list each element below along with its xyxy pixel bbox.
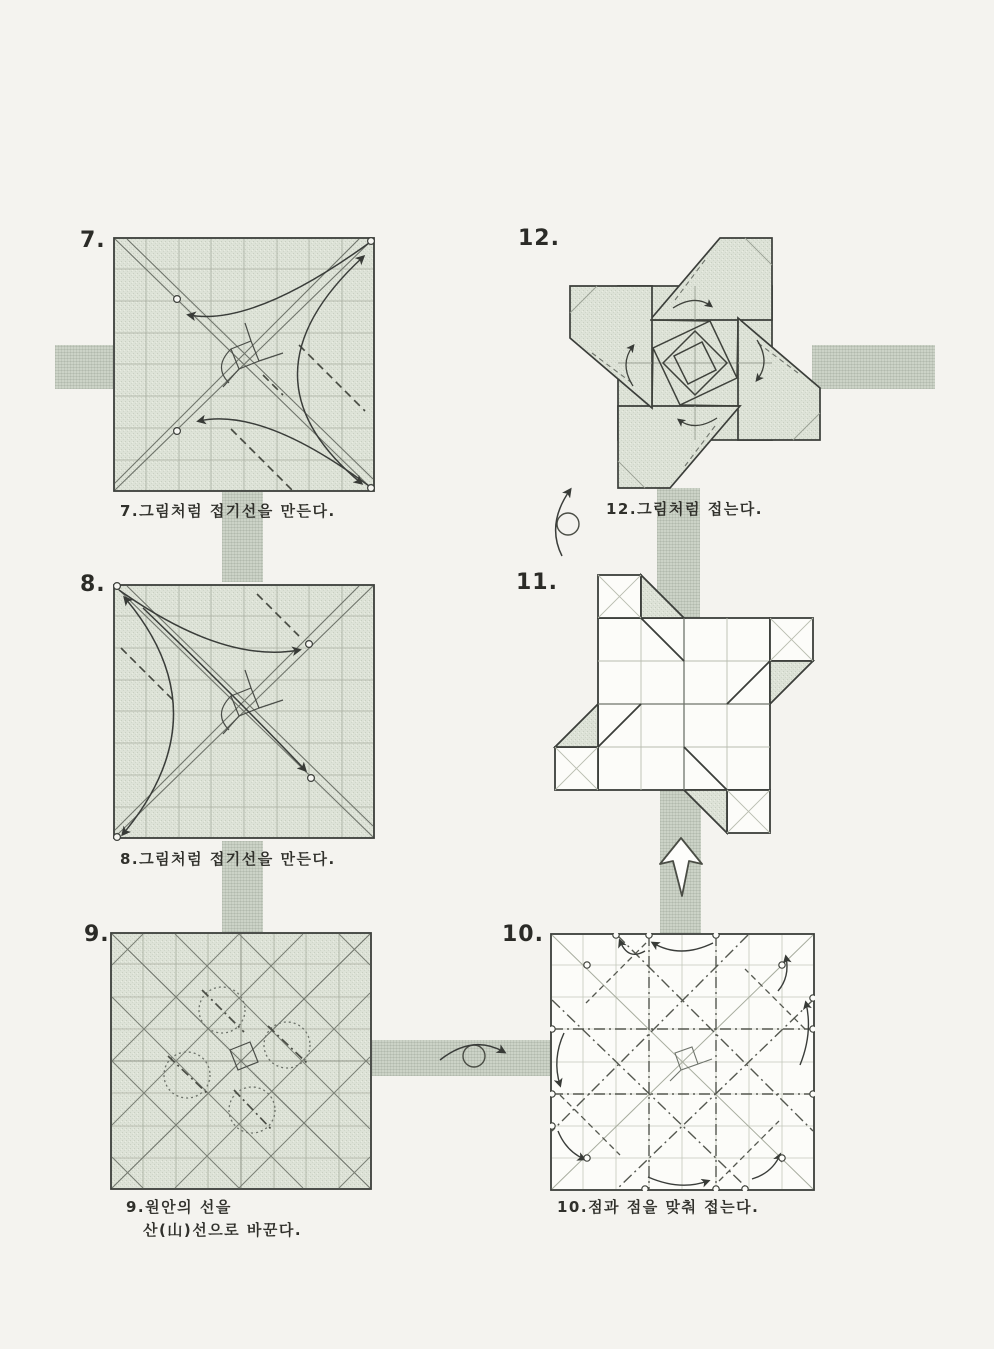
step12-label: 12. (518, 226, 560, 251)
turn-over-icon-9-10 (428, 1032, 518, 1074)
turn-over-icon-12 (546, 482, 598, 562)
step11-diagram (551, 571, 816, 836)
step11-label: 11. (516, 570, 558, 595)
step7-label: 7. (80, 228, 106, 253)
step8-diagram (113, 582, 375, 841)
step7-diagram (113, 237, 375, 492)
step9-label: 9. (84, 922, 110, 947)
step10-label: 10. (502, 922, 544, 947)
step9-caption (126, 1196, 302, 1243)
step9-caption-line1: 9.원안의 선을 (126, 1198, 232, 1216)
step12-caption: 12.그림처럼 접는다. (606, 500, 763, 518)
step10-diagram (550, 933, 815, 1191)
step8-label: 8. (80, 572, 106, 597)
step9-caption-line2: 산(山)선으로 바꾼다. (143, 1221, 303, 1240)
step7-caption: 7.그림처럼 접기선을 만든다. (120, 502, 336, 520)
step10-caption: 10.점과 점을 맞춰 접는다. (557, 1198, 760, 1216)
step9-diagram (110, 932, 372, 1190)
flow-band-left-margin (55, 345, 113, 389)
step8-caption: 8.그림처럼 접기선을 만든다. (120, 850, 336, 868)
unfold-arrow-icon (658, 836, 704, 898)
step12-diagram (555, 230, 845, 495)
